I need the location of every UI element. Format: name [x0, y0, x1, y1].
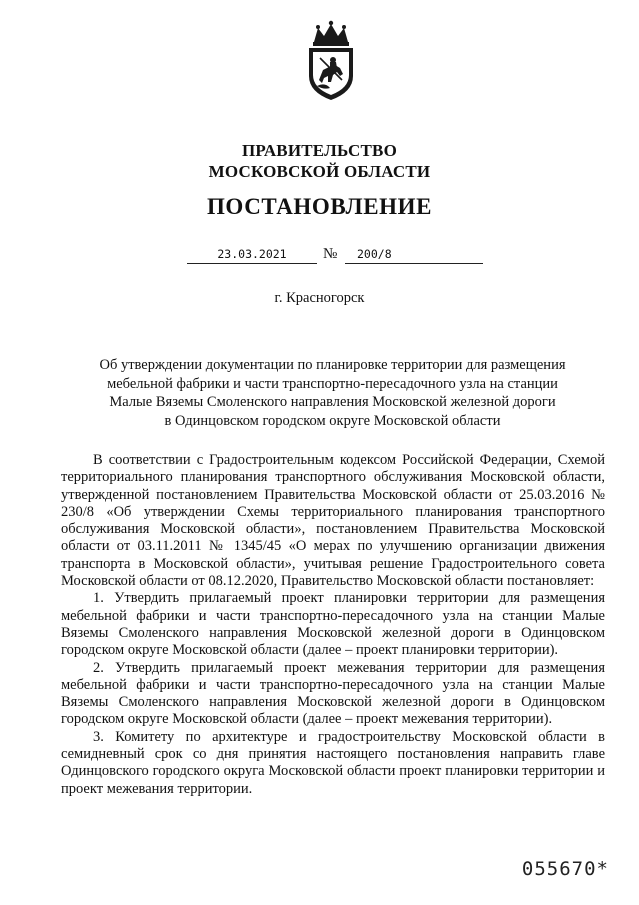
body-paragraph: 1. Утвердить прилагаемый проект планировки территории для размещения мебельной фабрики и части транспортно-пересадочного узла на станции Малые Вяземы Смоленского направления Московской железной дороги в Одинцовском городском округе Московской области (далее – проект планировки территории). — [61, 590, 605, 659]
document-body — [61, 452, 605, 798]
title-line: Малые Вяземы Смоленского направления Московской железной дороги — [109, 394, 556, 410]
date-number-line — [187, 246, 483, 266]
number-sign: № — [323, 246, 338, 262]
title-line: в Одинцовском городском округе Московской области — [164, 412, 501, 429]
title-line: мебельной фабрики и части транспортно-пересадочного узла на станции — [107, 375, 558, 392]
document-type: ПОСТАНОВЛЕНИЕ — [206, 194, 433, 219]
document-title — [60, 356, 605, 430]
city: г. Красногорск — [274, 290, 365, 306]
org-name-line2: МОСКОВСКОЙ ОБЛАСТИ — [208, 162, 431, 181]
body-paragraph: В соответствии с Градостроительным кодексом Российской Федерации, Схемой территориального планирования транспортного обслуживания Московской области, утвержденной постановлением Правительства Московской области от 25.03.2016 № 230/8 «Об утверждении Схемы территориального планирования транспортного обслуживания Московской области», постановлением Правительства Московской области от 03.11.2011 № 1345/45 «О мерах по улучшению организации движения транспорта в Московской области», учитывая решение Градостроительного совета Московской области от 08.12.2020, Правительство Московской области постановляет: — [61, 452, 605, 590]
body-paragraph: 3. Комитету по архитектуре и градостроительству Московской области в семидневный срок со дня принятия настоящего постановления направить главе Одинцовского городского округа Московской области проект планировки территории и проект межевания территории. — [61, 728, 605, 797]
org-name-line1: ПРАВИТЕЛЬСТВО — [242, 141, 397, 160]
moscow-oblast-coat-of-arms-icon — [300, 20, 362, 102]
document-date: 23.03.2021 — [187, 247, 317, 264]
title-line: Об утверждении документации по планировке территории для размещения — [99, 357, 566, 373]
serial-number: 055670* — [521, 858, 609, 880]
body-paragraph: 2. Утвердить прилагаемый проект межевания территории для размещения мебельной фабрики и части транспортно-пересадочного узла на станции Малые Вяземы Смоленского направления Московской железной дороги в Одинцовском городском округе Московской области (далее – проект межевания территории). — [61, 659, 605, 728]
document-number: 200/8 — [345, 247, 483, 264]
